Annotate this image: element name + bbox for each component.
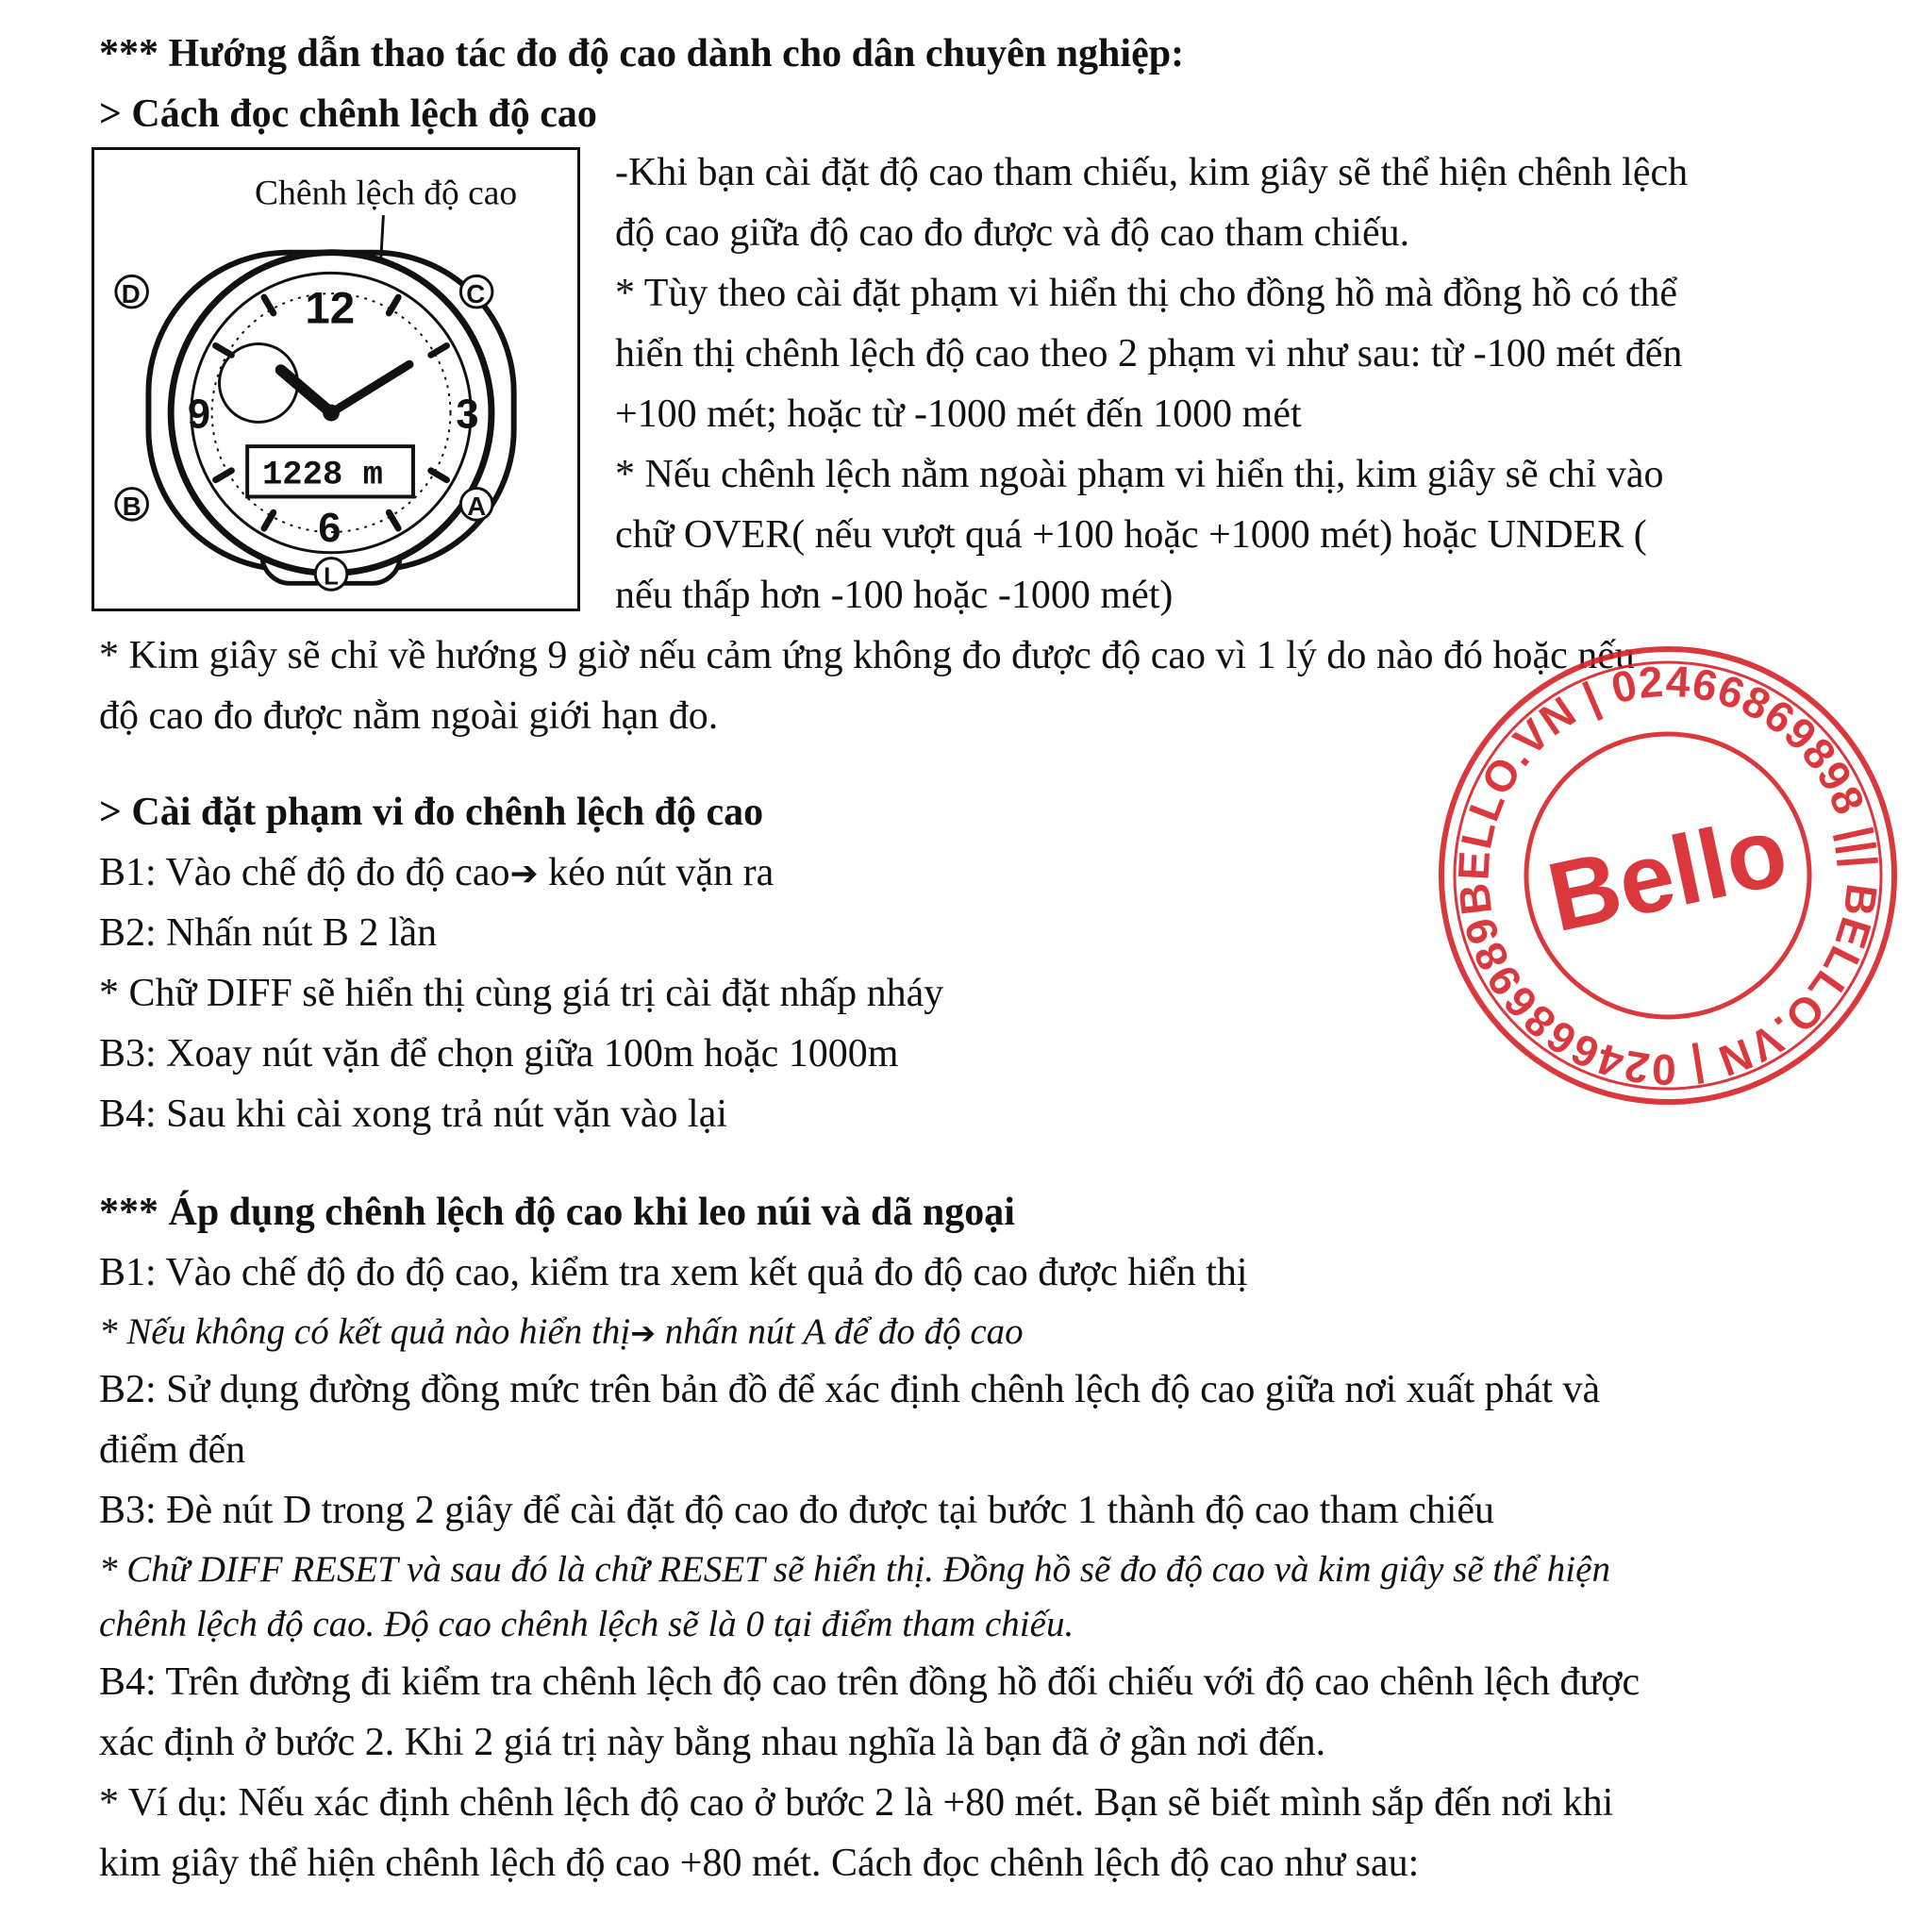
right-text-line: * Nếu chênh lệch nằm ngoài phạm vi hiển thị, kim giây sẽ chỉ vào (615, 453, 1664, 496)
range-step-1-tail: kéo nút vặn ra (538, 851, 774, 894)
arrow-right-icon: ➔ (630, 1315, 657, 1351)
right-text-line: +100 mét; hoặc từ -1000 mét đến 1000 mét (615, 392, 1302, 436)
page-title: *** Hướng dẫn thao tác đo độ cao dành cho dân chuyên nghiệp: (99, 32, 1185, 75)
apply-step-3: B3: Đè nút D trong 2 giây để cài đặt độ cao đo được tại bước 1 thành độ cao tham chiếu (99, 1489, 1495, 1532)
apply-step-1-note-b: nhấn nút A để đo độ cao (656, 1311, 1024, 1352)
apply-step-4-line: B4: Trên đường đi kiểm tra chênh lệch độ cao trên đồng hồ đối chiếu với độ cao chênh lệch được (99, 1660, 1641, 1704)
lcd-reading: 1228 m (261, 455, 383, 494)
dial-numeral-6: 6 (318, 505, 341, 551)
section-heading-reading: > Cách đọc chênh lệch độ cao (99, 92, 597, 136)
section-heading-apply: *** Áp dụng chênh lệch độ cao khi leo núi và dã ngoại (99, 1191, 1015, 1234)
section-heading-range: > Cài đặt phạm vi đo chênh lệch độ cao (99, 791, 764, 834)
apply-example-line: * Ví dụ: Nếu xác định chênh lệch độ cao ở bước 2 là +80 mét. Bạn sẽ biết mình sắp đến nơi khi (99, 1781, 1614, 1825)
right-text-line: hiển thị chênh lệch độ cao theo 2 phạm vi như sau: từ -100 mét đến (615, 332, 1683, 375)
apply-step-1: B1: Vào chế độ đo độ cao, kiểm tra xem kết quả đo độ cao được hiển thị (99, 1251, 1248, 1294)
note-9oclock-line: * Kim giây sẽ chỉ về hướng 9 giờ nếu cảm ứng không đo được độ cao vì 1 lý do nào đó hoặc nếu (99, 634, 1635, 677)
hand-pivot (323, 405, 340, 422)
apply-step-3-note-line: chênh lệch độ cao. Độ cao chênh lệch sẽ là 0 tại điểm tham chiếu. (99, 1604, 1074, 1644)
button-l-label: L (324, 563, 339, 591)
stamp-ring-text: BELLO.VN | 02466869898 ||| BELLO.VN | 02466869898 (1448, 656, 1888, 1095)
range-note: * Chữ DIFF sẽ hiển thị cùng giá trị cài đặt nhấp nháy (99, 972, 944, 1015)
dial-numeral-12: 12 (305, 283, 356, 334)
right-text-line: chữ OVER( nếu vượt quá +100 hoặc +1000 mét) hoặc UNDER ( (615, 513, 1647, 557)
apply-step-1-note-a: * Nếu không có kết quả nào hiển thị (99, 1311, 631, 1352)
apply-step-2-line: điểm đến (99, 1428, 246, 1472)
arrow-right-icon: ➔ (509, 855, 539, 893)
right-text-line: * Tùy theo cài đặt phạm vi hiển thị cho đồng hồ mà đồng hồ có thể (615, 272, 1678, 315)
button-a-label: A (467, 492, 487, 522)
right-text-line: -Khi bạn cài đặt độ cao tham chiếu, kim giây sẽ thể hiện chênh lệch (615, 151, 1689, 194)
bello-stamp (1434, 642, 1902, 1109)
watch-diagram (92, 147, 580, 611)
note-9oclock-line: độ cao đo được nằm ngoài giới hạn đo. (99, 694, 719, 738)
apply-step-4-line: xác định ở bước 2. Khi 2 giá trị này bằng nhau nghĩa là bạn đã ở gần nơi đến. (99, 1721, 1326, 1764)
apply-example-line: kim giây thể hiện chênh lệch độ cao +80 mét. Cách đọc chênh lệch độ cao như sau: (99, 1842, 1420, 1885)
apply-step-2-line: B2: Sử dụng đường đồng mức trên bản đồ để xác định chênh lệch độ cao giữa nơi xuất phát và (99, 1368, 1601, 1411)
range-step-4: B4: Sau khi cài xong trả nút vặn vào lại (99, 1092, 728, 1136)
button-b-label: B (122, 492, 142, 522)
range-step-2: B2: Nhấn nút B 2 lần (99, 911, 438, 955)
dial-numeral-9: 9 (187, 392, 211, 438)
range-step-1 (99, 853, 774, 892)
callout-label: Chênh lệch độ cao (255, 174, 518, 213)
dial-numeral-3: 3 (456, 392, 479, 438)
stamp-logo: Bello (1539, 795, 1797, 954)
range-step-1-text: B1: Vào chế độ đo độ cao (99, 851, 510, 894)
range-step-3: B3: Xoay nút vặn để chọn giữa 100m hoặc 1000m (99, 1032, 899, 1076)
button-d-label: D (121, 279, 141, 309)
apply-step-3-note-line: * Chữ DIFF RESET và sau đó là chữ RESET sẽ hiển thị. Đồng hồ sẽ đo độ cao và kim giây sẽ thể hiện (99, 1549, 1610, 1590)
button-c-label: C (466, 279, 486, 309)
right-text-line: nếu thấp hơn -100 hoặc -1000 mét) (615, 574, 1174, 617)
right-text-line: độ cao giữa độ cao đo được và độ cao tham chiếu. (615, 211, 1410, 255)
apply-step-1-note (99, 1313, 1024, 1350)
